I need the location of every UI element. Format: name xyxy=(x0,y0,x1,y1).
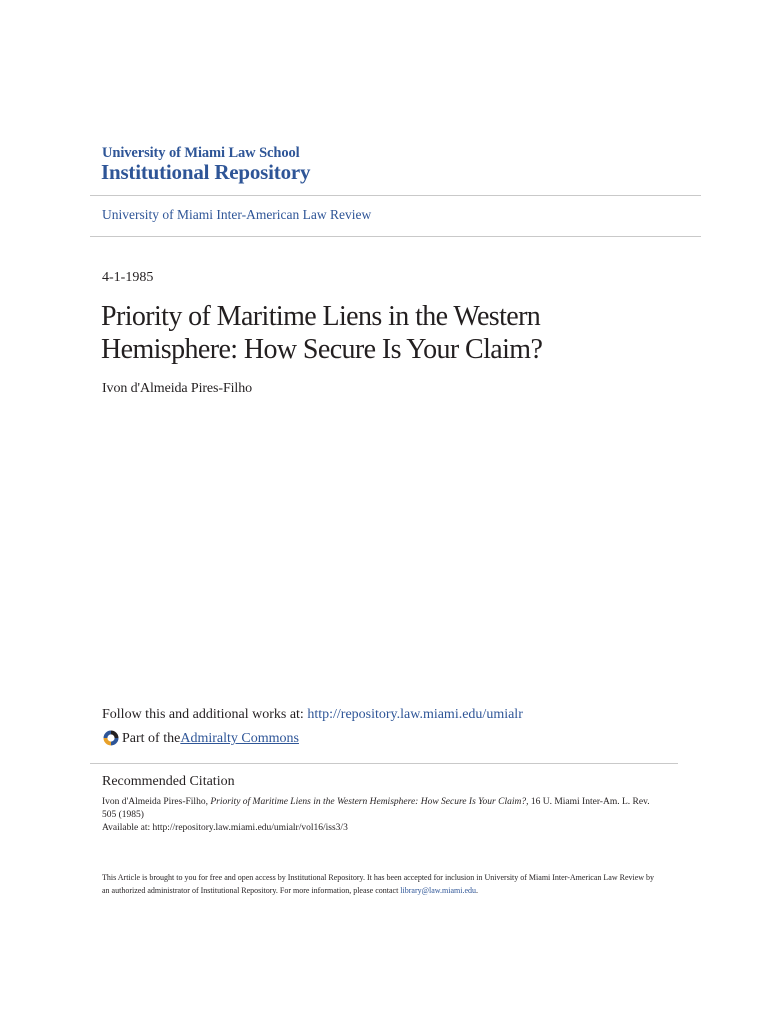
contact-email-link[interactable]: library@law.miami.edu xyxy=(400,885,477,895)
access-notice xyxy=(102,872,662,897)
divider-journal xyxy=(90,236,701,237)
citation-available-at: Available at: http://repository.law.miami.edu/umialr/vol16/iss3/3 xyxy=(102,823,348,833)
access-notice-text: This Article is brought to you for free and open access by Institutional Repository. It has been accepted for inclusion in University of Miami Inter-American Law Review by an authorized administrator of Institutional Repository. For more information, please contact xyxy=(102,873,655,895)
citation-author: Ivon d'Almeida Pires-Filho, xyxy=(102,797,211,807)
journal-link[interactable]: University of Miami Inter-American Law Review xyxy=(102,207,372,222)
part-of-prefix: Part of the xyxy=(122,731,181,746)
divider-citation xyxy=(90,763,678,764)
institution-repository: Institutional Repository xyxy=(101,160,311,184)
part-of-line xyxy=(102,730,299,748)
article-title-line-2: Hemisphere: How Secure Is Your Claim? xyxy=(101,334,543,365)
publication-date: 4-1-1985 xyxy=(102,270,154,285)
citation-text xyxy=(102,796,662,821)
digital-commons-network-icon xyxy=(102,729,120,747)
article-title xyxy=(101,300,661,366)
citation-source: , 16 U. Miami Inter-Am. L. Rev. 505 (1985) xyxy=(102,797,650,820)
follow-prefix: Follow this and additional works at: xyxy=(102,707,308,722)
access-notice-end: . xyxy=(476,885,479,895)
admiralty-commons-link[interactable]: Admiralty Commons xyxy=(180,731,299,746)
article-title-line-1: Priority of Maritime Liens in the Western xyxy=(101,301,541,332)
follow-line xyxy=(102,707,523,723)
article-author: Ivon d'Almeida Pires-Filho xyxy=(102,381,253,396)
repository-url-link[interactable]: http://repository.law.miami.edu/umialr xyxy=(307,707,523,722)
divider-top xyxy=(90,195,701,196)
citation-title: Priority of Maritime Liens in the Western Hemisphere: How Secure Is Your Claim? xyxy=(210,797,527,807)
recommended-citation-heading: Recommended Citation xyxy=(102,774,235,789)
institution-school: University of Miami Law School xyxy=(102,145,300,161)
